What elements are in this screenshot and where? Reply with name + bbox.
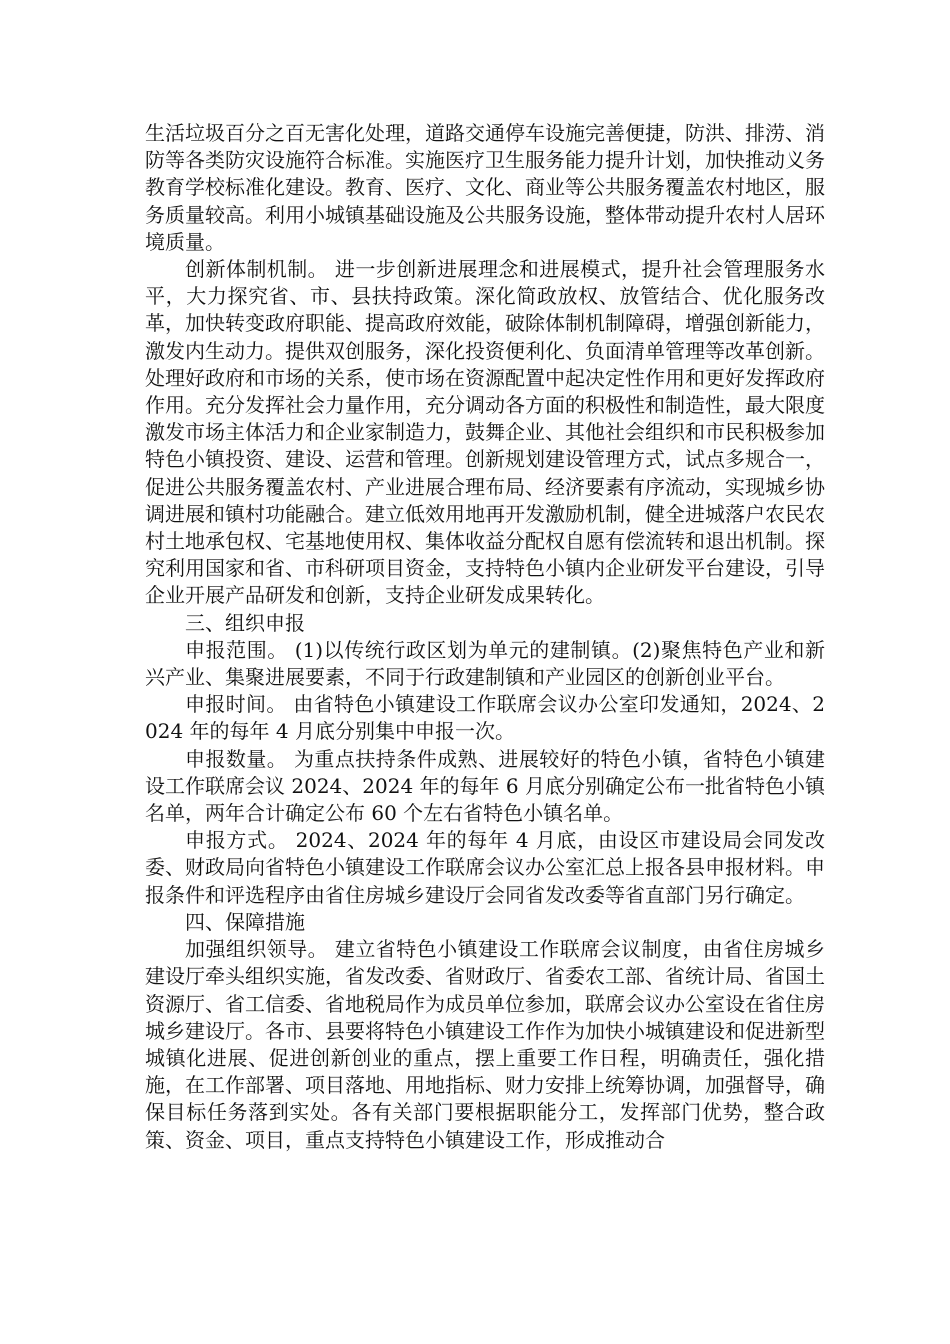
paragraph-innovation-mechanism: 创新体制机制。 进一步创新进展理念和进展模式，提升社会管理服务水平，大力探究省、市、县扶持政策。深化简政放权、放管结合、优化服务改革，加快转变政府职能、提高政府效能，破除体制机制障碍，增强创新能力，激发内生动力。提供双创服务，深化投资便利化、负面清单管理等改革创新。处理好政府和市场的关系，使市场在资源配置中起决定性作用和更好发挥政府作用。充分发挥社会力量作用，充分调动各方面的积极性和制造性，最大限度激发市场主体活力和企业家制造力，鼓舞企业、其他社会组织和市民积极参加特色小镇投资、建设、运营和管理。创新规划建设管理方式，试点多规合一，促进公共服务覆盖农村、产业进展合理布局、经济要素有序流动，实现城乡协调进展和镇村功能融合。建立低效用地再开发激励机制，健全进城落户农民农村土地承包权、宅基地使用权、集体收益分配权自愿有偿流转和退出机制。探究利用国家和省、市科研项目资金，支持特色小镇内企业研发平台建设，引导企业开展产品研发和创新，支持企业研发成果转化。 [145,257,825,608]
section-heading-safeguard-measures: 四、保障措施 [185,909,305,934]
document-page [145,120,825,1154]
paragraph-application-quantity: 申报数量。 为重点扶持条件成熟、进展较好的特色小镇，省特色小镇建设工作联席会议 2024、2024 年的每年 6 月底分别确定公布一批省特色小镇名单，两年合计确定公布 60 个左右省特色小镇名单。 [145,746,825,826]
paragraph-application-time: 申报时间。 由省特色小镇建设工作联席会议办公室印发通知，2024、2024 年的每年 4 月底分别集中申报一次。 [145,692,825,744]
paragraph-strengthen-leadership: 加强组织领导。 建立省特色小镇建设工作联席会议制度，由省住房城乡建设厅牵头组织实施，省发改委、省财政厅、省委农工部、省统计局、省国土资源厅、省工信委、省地税局作为成员单位参加，联席会议办公室设在省住房城乡建设厅。各市、县要将特色小镇建设工作作为加快小城镇建设和促进新型城镇化进展、促进创新创业的重点，摆上重要工作日程，明确责任，强化措施，在工作部署、项目落地、用地指标、财力安排上统筹协调，加强督导，确保目标任务落到实处。各有关部门要根据职能分工，发挥部门优势，整合政策、资金、项目，重点支持特色小镇建设工作，形成推动合 [145,937,825,1152]
paragraph-application-method: 申报方式。 2024、2024 年的每年 4 月底，由设区市建设局会同发改委、财政局向省特色小镇建设工作联席会议办公室汇总上报各县申报材料。申报条件和评选程序由省住房城乡建设厅会同省发改委等省直部门另行确定。 [145,828,825,907]
paragraph-1: 生活垃圾百分之百无害化处理，道路交通停车设施完善便捷，防洪、排涝、消防等各类防灾设施符合标准。实施医疗卫生服务能力提升计划，加快推动义务教育学校标准化建设。教育、医疗、文化、商业等公共服务覆盖农村地区，服务质量较高。利用小城镇基础设施及公共服务设施，整体带动提升农村人居环境质量。 [145,121,825,254]
section-heading-organize-application: 三、组织申报 [185,610,305,635]
paragraph-application-scope: 申报范围。 (1)以传统行政区划为单元的建制镇。(2)聚焦特色产业和新兴产业、集聚进展要素，不同于行政建制镇和产业园区的创新创业平台。 [145,637,825,690]
